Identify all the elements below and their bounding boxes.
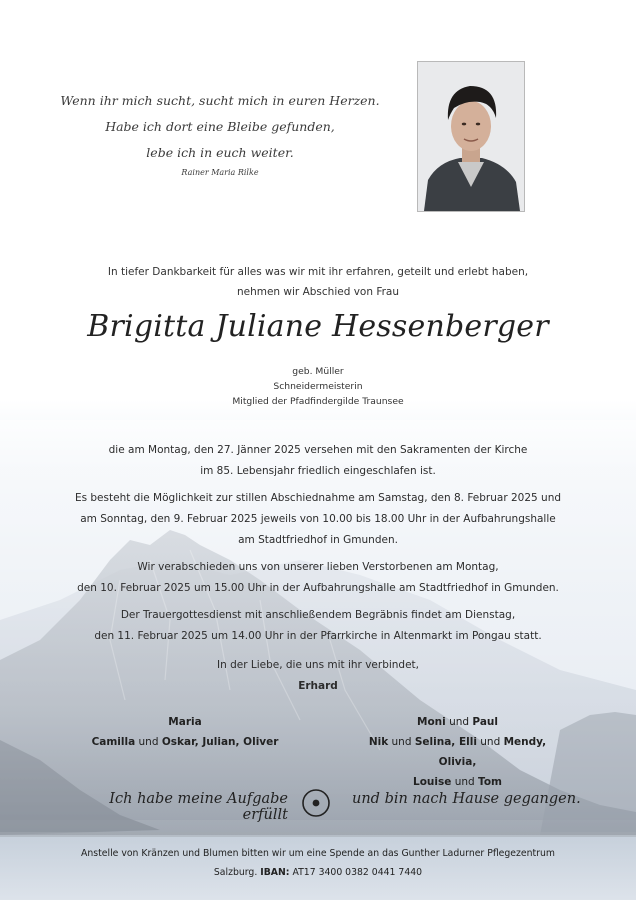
donation-line-1: Anstelle von Kränzen und Blumen bitten wir um eine Spende an das Gunther Ladurner Pflegezentrum [81, 848, 555, 859]
closing-left: Ich habe meine Aufgabe erfüllt [109, 791, 288, 823]
viewing-info [20, 488, 616, 551]
farewell-info [20, 557, 616, 599]
deceased-details [0, 364, 636, 409]
iban-label: IBAN: [260, 867, 290, 878]
circle-dot-icon [300, 787, 332, 819]
family-left [85, 712, 285, 752]
profession: Schneidermeisterin [273, 381, 363, 392]
rilke-quote [60, 88, 380, 177]
viewing-line-3: am Stadtfriedhof in Gmunden. [238, 534, 398, 546]
quote-line-1: Wenn ihr mich sucht, sucht mich in euren Herzen. [60, 93, 380, 108]
family-right-head-2: Paul [472, 716, 498, 728]
death-notice [20, 440, 616, 482]
family-right-head-und: und [449, 716, 470, 728]
family-right-head-1: Moni [417, 716, 446, 728]
family-right-b1: Louise [413, 776, 452, 788]
family-left-und: und [138, 736, 159, 748]
family-right [350, 712, 565, 792]
portrait-photo [417, 61, 525, 212]
family-left-children [85, 732, 285, 752]
mourners-intro-line: In der Liebe, die uns mit ihr verbindet, [216, 659, 420, 671]
viewing-line-1: Es besteht die Möglichkeit zur stillen Abschiednahme am Samstag, den 8. Februar 2025 und [74, 492, 562, 504]
family-right-b2: Tom [478, 776, 502, 788]
portrait-image [418, 62, 524, 211]
quote-author: Rainer Maria Rilke [181, 168, 259, 177]
donation-note [20, 844, 616, 882]
maiden-name: geb. Müller [292, 366, 344, 377]
intro-line-1: In tiefer Dankbarkeit für alles was wir mit ihr erfahren, geteilt und erlebt haben, [107, 266, 529, 278]
family-left-head: Maria [168, 716, 202, 728]
family-right-children-2 [350, 772, 565, 792]
husband-name: Erhard [298, 680, 338, 692]
family-right-a3: Mendy, Olivia, [438, 736, 547, 768]
membership: Mitglied der Pfadfindergilde Traunsee [232, 396, 404, 407]
intro-text [0, 262, 636, 302]
family-right-und-1: und [391, 736, 412, 748]
viewing-line-2: am Sonntag, den 9. Februar 2025 jeweils von 10.00 bis 18.00 Uhr in der Aufbahrungshalle [80, 513, 556, 525]
family-right-a1: Nik [368, 736, 389, 748]
closing-right: und bin nach Hause gegangen. [352, 791, 581, 807]
family-left-name-1: Camilla [91, 736, 136, 748]
family-right-und-2: und [480, 736, 501, 748]
quote-line-3: lebe ich in euch weiter. [146, 145, 294, 160]
family-left-names-2: Oskar, Julian, Oliver [161, 736, 279, 748]
funeral-info [20, 605, 616, 647]
family-right-und-3: und [454, 776, 475, 788]
farewell-line-1: Wir verabschieden uns von unserer lieben Verstorbenen am Montag, [137, 561, 499, 573]
family-right-head [350, 712, 565, 732]
family-right-children-1 [350, 732, 565, 772]
death-line-1: die am Montag, den 27. Jänner 2025 versehen mit den Sakramenten der Kirche [108, 444, 528, 456]
family-right-a2: Selina, Elli [414, 736, 477, 748]
iban-value: AT17 3400 0382 0441 7440 [292, 867, 423, 878]
deceased-name: Brigitta Juliane Hessenberger [87, 309, 549, 344]
funeral-line-1: Der Trauergottesdienst mit anschließendem Begräbnis findet am Dienstag, [120, 609, 516, 621]
death-line-2: im 85. Lebensjahr friedlich eingeschlafen ist. [200, 465, 436, 477]
funeral-line-2: den 11. Februar 2025 um 14.00 Uhr in der Pfarrkirche in Altenmarkt im Pongau statt. [94, 630, 542, 642]
mourners-intro [20, 655, 616, 697]
quote-line-2: Habe ich dort eine Bleibe gefunden, [105, 119, 335, 134]
intro-line-2: nehmen wir Abschied von Frau [236, 286, 400, 298]
farewell-line-2: den 10. Februar 2025 um 15.00 Uhr in der Aufbahrungshalle am Stadtfriedhof in Gmunden. [77, 582, 559, 594]
donation-line-2 [20, 863, 616, 882]
donation-city: Salzburg. [213, 867, 258, 878]
